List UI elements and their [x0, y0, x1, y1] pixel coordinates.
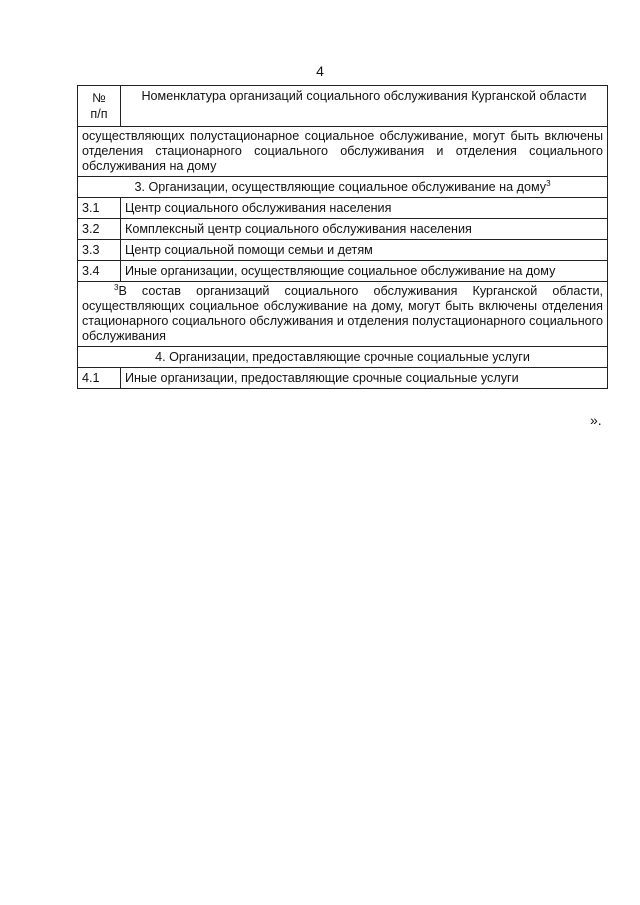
row-number: 3.4 — [78, 261, 121, 282]
table-row — [78, 198, 608, 219]
row-number: 3.1 — [78, 198, 121, 219]
section-3-note-mark: 3 — [114, 283, 119, 292]
row-number: 4.1 — [78, 368, 121, 389]
header-number-symbol: № — [92, 91, 106, 105]
header-title-cell — [121, 86, 608, 127]
section-3-header-row — [78, 177, 608, 198]
section-3-title-cell — [78, 177, 608, 198]
continuation-note: осуществляющих полустационарное социальное обслуживание, могут быть включены отделения стационарного социального обслуживания и отделения социального обслуживания на дому — [78, 127, 608, 177]
header-title: Номенклатура организаций социального обслуживания Курганской области — [141, 89, 587, 103]
table-row — [78, 240, 608, 261]
closing-quote-mark: ». — [590, 412, 602, 428]
header-number-cell — [78, 86, 121, 127]
section-3-title: 3. Организации, осуществляющие социальное обслуживание на дому — [134, 179, 547, 194]
section-3-note: В состав организаций социального обслуживания Курганской области, осуществляющих социальное обслуживание на дому, могут быть включены отделения стационарного социального обслуживания и отделения полустационарного социального обслуживания — [82, 284, 603, 343]
table-header-row — [78, 86, 608, 127]
section-3-note-row — [78, 282, 608, 347]
row-name: Комплексный центр социального обслуживания населения — [121, 219, 608, 240]
page-number: 4 — [316, 63, 324, 79]
section-3-footnote-mark: 3 — [546, 178, 551, 188]
nomenclature-table — [77, 85, 608, 389]
row-number: 3.3 — [78, 240, 121, 261]
section-4-title-cell — [78, 347, 608, 368]
row-name: Иные организации, осуществляющие социальное обслуживание на дому — [121, 261, 608, 282]
row-name: Центр социального обслуживания населения — [121, 198, 608, 219]
row-number: 3.2 — [78, 219, 121, 240]
row-name: Иные организации, предоставляющие срочные социальные услуги — [121, 368, 608, 389]
section-4-title: 4. Организации, предоставляющие срочные социальные услуги — [155, 349, 530, 364]
section-3-note-cell — [78, 282, 608, 347]
row-name: Центр социальной помощи семьи и детям — [121, 240, 608, 261]
table-row — [78, 219, 608, 240]
header-number-abbrev: п/п — [90, 107, 108, 121]
section-4-header-row — [78, 347, 608, 368]
table-row — [78, 368, 608, 389]
continuation-note-row — [78, 127, 608, 177]
table-row — [78, 261, 608, 282]
